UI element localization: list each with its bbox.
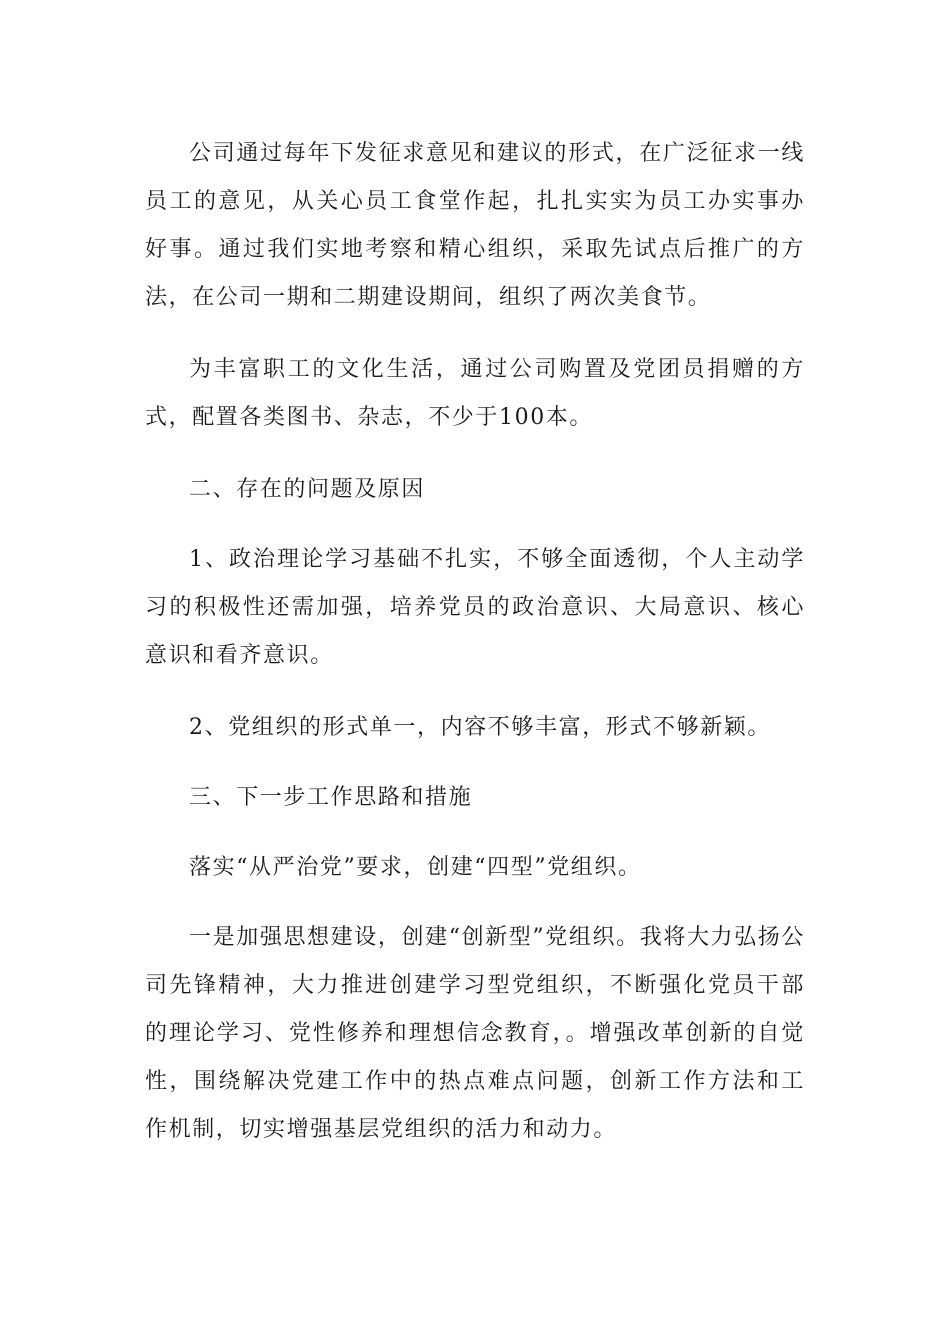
heading-next-steps: 三、下一步工作思路和措施 [189,785,473,810]
paragraph-problem-1: 1、政治理论学习基础不扎实，不够全面透彻，个人主动学习的积极性还需加强，培养党员的政治意识、大局意识、核心意识和看齐意识。 [145,547,805,668]
heading-problems-and-causes: 二、存在的问题及原因 [189,477,426,502]
paragraph-four-type-party: 落实“从严治党”要求，创建“四型”党组织。 [189,855,642,880]
paragraph-innovation-party: 一是加强思想建设，创建“创新型”党组织。我将大力弘扬公司先锋精神，大力推进创建学习型党组织，不断强化党员干部的理论学习、党性修养和理想信念教育，。增强改革创新的自觉性，围绕解决党建工作中的热点难点问题，创新工作方法和工作机制，切实增强基层党组织的活力和动力。 [145,925,805,1142]
paragraph-problem-2: 2、党组织的形式单一，内容不够丰富，形式不够新颖。 [189,715,771,740]
paragraph-books: 为丰富职工的文化生活，通过公司购置及党团员捐赠的方式，配置各类图书、杂志，不少于100本。 [145,357,805,430]
document-body [145,130,805,1178]
paragraph-meal-festival: 公司通过每年下发征求意见和建议的形式，在广泛征求一线员工的意见，从关心员工食堂作起，扎扎实实为员工办实事办好事。通过我们实地考察和精心组织，采取先试点后推广的方法，在公司一期和二期建设期间，组织了两次美食节。 [145,141,805,310]
